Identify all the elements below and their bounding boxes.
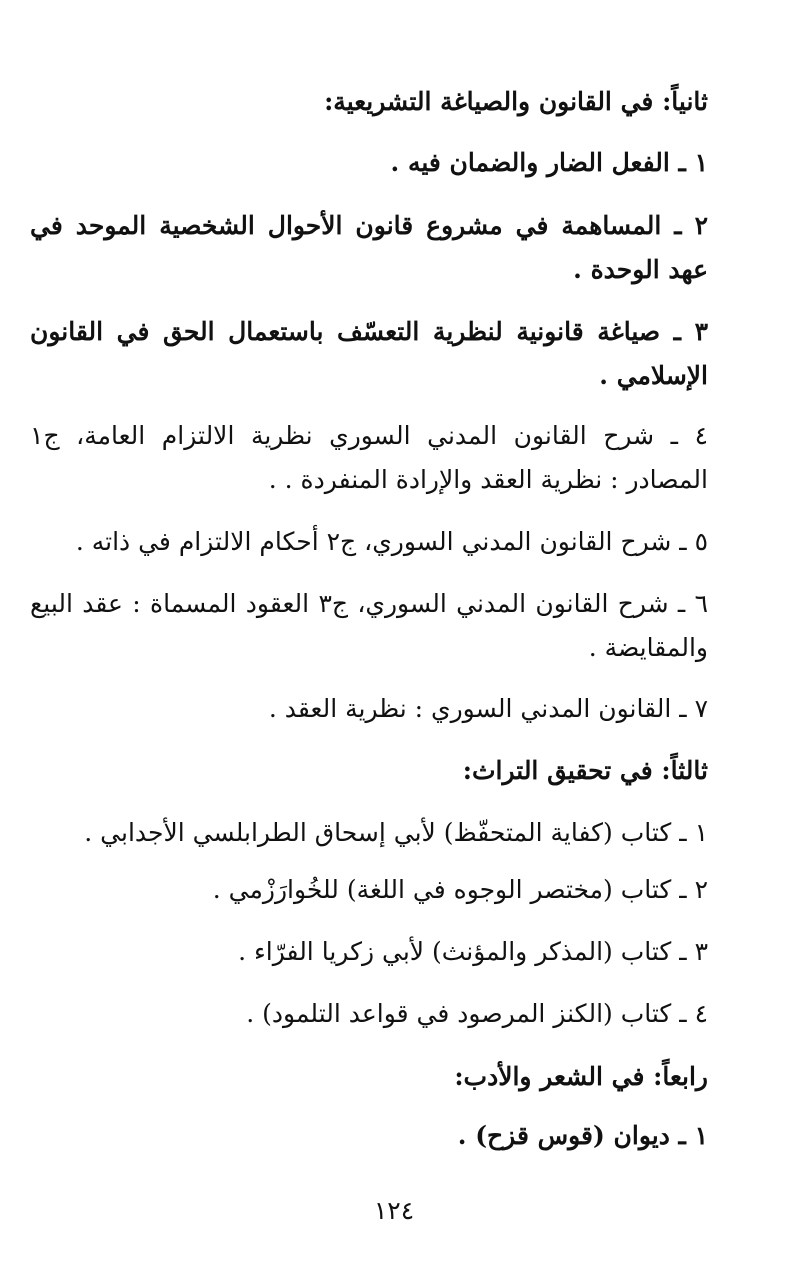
list-item-heritage-3: ٣ ـ كتاب (المذكر والمؤنث) لأبي زكريا الفرّاء . [238, 937, 708, 966]
section-heading-poetry: رابعاً: في الشعر والأدب: [454, 1062, 708, 1091]
list-item-heritage-2: ٢ ـ كتاب (مختصر الوجوه في اللغة) للخُوارَزْمي . [212, 875, 708, 904]
list-item-law-4: ٤ ـ شرح القانون المدني السوري نظرية الالتزام العامة، ج١ المصادر : نظرية العقد والإرادة المنفردة . . [30, 421, 708, 494]
list-item-heritage-4: ٤ ـ كتاب (الكنز المرصود في قواعد التلمود) . [246, 999, 708, 1028]
list-item-law-1: ١ ـ الفعل الضار والضمان فيه . [390, 148, 708, 177]
list-item-poetry-1: ١ ـ ديوان (قوس قزح) . [457, 1121, 708, 1150]
list-item-law-3: ٣ ـ صياغة قانونية لنظرية التعسّف باستعمال الحق في القانون الإسلامي . [30, 317, 708, 390]
list-item-heritage-1: ١ ـ كتاب (كفاية المتحفّظ) لأبي إسحاق الطرابلسي الأجدابي . [84, 818, 708, 847]
list-item-law-5: ٥ ـ شرح القانون المدني السوري، ج٢ أحكام الالتزام في ذاته . [75, 527, 708, 556]
list-item-law-7: ٧ ـ القانون المدني السوري : نظرية العقد . [268, 694, 708, 723]
list-item-law-2: ٢ ـ المساهمة في مشروع قانون الأحوال الشخصية الموحد في عهد الوحدة . [30, 211, 708, 284]
page-number: ١٢٤ [373, 1196, 415, 1225]
section-heading-law: ثانياً: في القانون والصياغة التشريعية: [324, 87, 708, 116]
section-heading-heritage: ثالثاً: في تحقيق التراث: [462, 756, 708, 785]
list-item-law-6: ٦ ـ شرح القانون المدني السوري، ج٣ العقود المسماة : عقد البيع والمقايضة . [30, 589, 708, 662]
